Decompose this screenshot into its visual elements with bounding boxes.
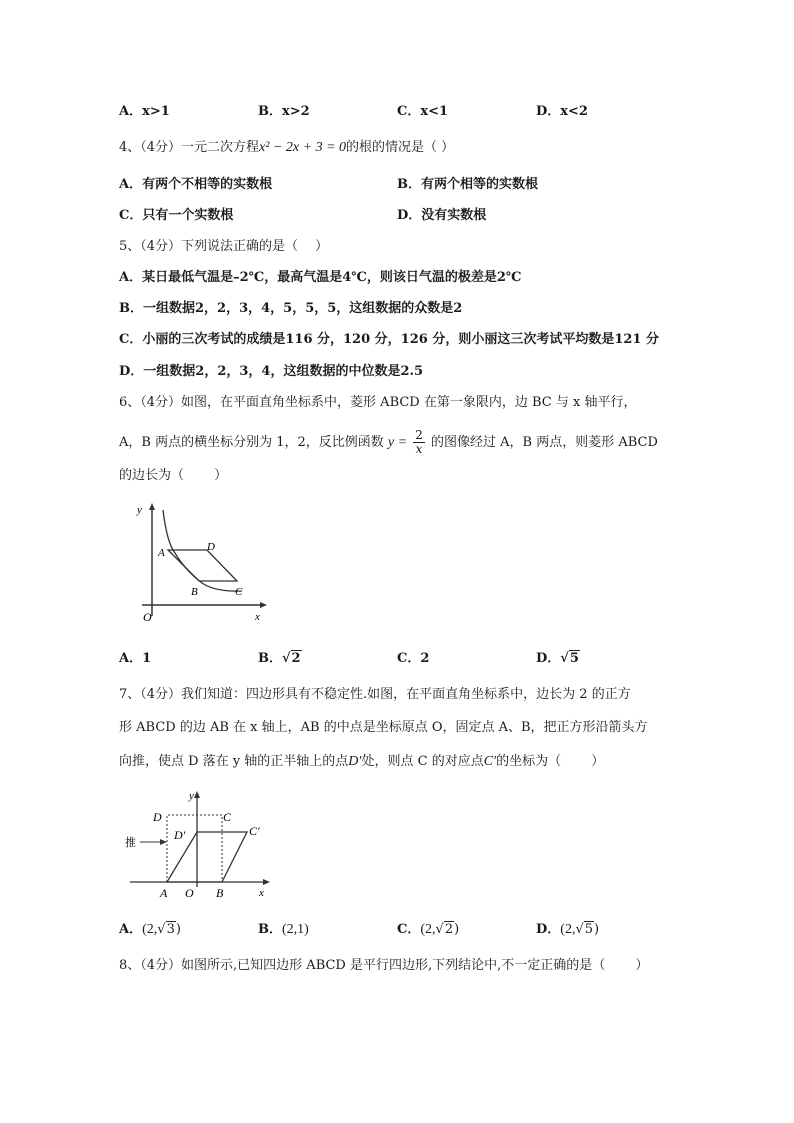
q7-option-d-label: D． (536, 922, 561, 937)
q7-option-c-radicand: 2 (444, 922, 454, 937)
q3-option-b: B．x>2 (258, 104, 310, 119)
q7-line3-c: 的坐标为（ ） (496, 754, 605, 769)
q3-option-c: C．x<1 (397, 104, 449, 119)
q7-push-arrowhead (160, 839, 167, 845)
q5-option-b: B．一组数据2，2，3，4，5，5，5，这组数据的众数是2 (119, 301, 463, 316)
q7-option-d-pre: (2, (560, 922, 576, 937)
q8-stem: 8、（4分）如图所示,已知四边形 ABCD 是平行四边形,下列结论中,不一定正确的是（ ） (119, 958, 649, 973)
q7-label-b: B (216, 886, 224, 899)
q4-option-c: C．只有一个实数根 (119, 208, 234, 223)
q7-option-b-value: (2,1) (282, 922, 309, 937)
q7-figure (125, 787, 275, 899)
q6-option-b (258, 650, 302, 668)
q7-label-o: O (185, 886, 194, 899)
q6-y-arrow (149, 503, 155, 510)
q6-fraction-den: x (415, 442, 423, 456)
q7-option-d (536, 921, 599, 939)
q6-function-y: y = (387, 435, 408, 450)
q7-label-c: C (223, 810, 232, 824)
q6-line1: 6、（4分）如图，在平面直角坐标系中，菱形 ABCD 在第一象限内，边 BC 与 x 轴平行， (119, 395, 637, 410)
q4-option-a: A．有两个不相等的实数根 (119, 177, 273, 192)
q6-option-a (119, 650, 151, 668)
q6-rhombus (168, 550, 237, 581)
q6-label-c: C (235, 586, 243, 598)
q7-option-c (397, 921, 459, 939)
q7-label-d: D (153, 810, 162, 824)
q6-option-b-label: B． (258, 651, 282, 666)
q7-option-a-post: ) (175, 922, 181, 937)
q5-stem: 5、（4分）下列说法正确的是（ ） (119, 239, 329, 254)
q7-option-c-sqrt: √2 (435, 922, 454, 937)
q7-option-c-label: C． (397, 922, 421, 937)
q6-figure (127, 498, 277, 628)
q7-option-c-post: ) (454, 922, 460, 937)
q7-option-c-pre: (2, (420, 922, 436, 937)
q6-line2-b: 的图像经过 A，B 两点，则菱形 ABCD (430, 435, 658, 450)
q7-line3-a: 向推，使点 D 落在 y 轴的正半轴上的点 (119, 754, 349, 769)
q6-fraction-num: 2 (415, 428, 423, 442)
q6-option-b-sqrt: √2 (282, 651, 301, 666)
q7-option-a-pre: (2, (142, 922, 158, 937)
q5-option-a: A．某日最低气温是–2℃，最高气温是4℃，则该日气温的极差是2℃ (119, 270, 522, 285)
q6-fraction (413, 429, 425, 456)
q6-option-c-label: C． (397, 651, 421, 666)
q7-option-d-sqrt: √5 (575, 922, 594, 937)
q7-option-b (258, 921, 309, 939)
q6-line2-a: A，B 两点的横坐标分别为 1，2，反比例函数 (119, 435, 384, 450)
q6-option-a-label: A． (119, 651, 143, 666)
q7-option-a (119, 921, 181, 939)
q6-label-y: y (137, 504, 142, 516)
q6-option-a-value: 1 (142, 651, 152, 666)
q7-option-a-label: A． (119, 922, 143, 937)
q4-option-b: B．有两个相等的实数根 (397, 177, 538, 192)
q7-option-b-label: B． (258, 922, 282, 937)
q4-prefix: 4、（4分）一元二次方程 (119, 140, 260, 155)
q6-option-c (397, 650, 429, 668)
q7-label-y: y (189, 790, 194, 802)
q7-x-arrow (263, 879, 270, 885)
q3-option-a: A．x>1 (119, 104, 170, 119)
q3-option-d: D．x<2 (536, 104, 588, 119)
q6-option-c-value: 2 (420, 651, 430, 666)
q6-option-d-sqrt: √5 (560, 651, 579, 666)
q7-original-square (167, 815, 222, 882)
q7-y-arrow (194, 791, 200, 798)
q7-label-push: 推 (125, 837, 136, 849)
q5-option-c: C．小丽的三次考试的成绩是116 分，120 分，126 分，则小丽这三次考试平均数是121 分 (119, 332, 659, 347)
q7-point-c-prime: C′ (483, 754, 497, 769)
q7-option-d-post: ) (594, 922, 600, 937)
q7-label-d-prime: D′ (174, 828, 186, 842)
q6-x-arrow (260, 602, 267, 608)
q7-line2: 形 ABCD 的边 AB 在 x 轴上，AB 的中点是坐标原点 O，固定点 A、B，把正方形沿箭头方 (119, 720, 648, 735)
q7-line1: 7、（4分）我们知道：四边形具有不稳定性.如图，在平面直角坐标系中，边长为 2 的正方 (119, 687, 631, 702)
q6-label-o: O (143, 610, 152, 624)
q6-label-b: B (191, 586, 198, 598)
q4-equation: x² − 2x + 3 = 0 (259, 140, 347, 155)
q6-line3: 的边长为（ ） (119, 468, 228, 483)
q7-point-d-prime: D′ (348, 754, 362, 769)
q7-option-a-radicand: 3 (166, 922, 175, 937)
q4-option-d: D．没有实数根 (397, 208, 487, 223)
q5-option-d: D．一组数据2，2，3，4，这组数据的中位数是2.5 (119, 364, 424, 379)
q6-option-d (536, 650, 580, 668)
q4-stem (119, 139, 454, 157)
q6-option-d-label: D． (536, 651, 561, 666)
q6-line2 (119, 429, 658, 456)
q6-option-d-radicand: 5 (569, 651, 579, 666)
q6-label-a: A (158, 547, 165, 559)
q7-option-a-sqrt: √3 (157, 922, 175, 937)
q7-label-a: A (160, 886, 168, 899)
q7-line3-b: 处，则点 C 的对应点 (361, 754, 484, 769)
q4-suffix: 的根的情况是（ ） (346, 140, 455, 155)
q7-line3 (119, 753, 604, 771)
q7-label-c-prime: C′ (249, 824, 260, 838)
q7-label-x: x (259, 887, 264, 899)
q6-label-x: x (255, 611, 260, 623)
q6-option-b-radicand: 2 (291, 651, 301, 666)
q7-option-d-radicand: 5 (584, 922, 594, 937)
q6-label-d: D (207, 541, 215, 553)
